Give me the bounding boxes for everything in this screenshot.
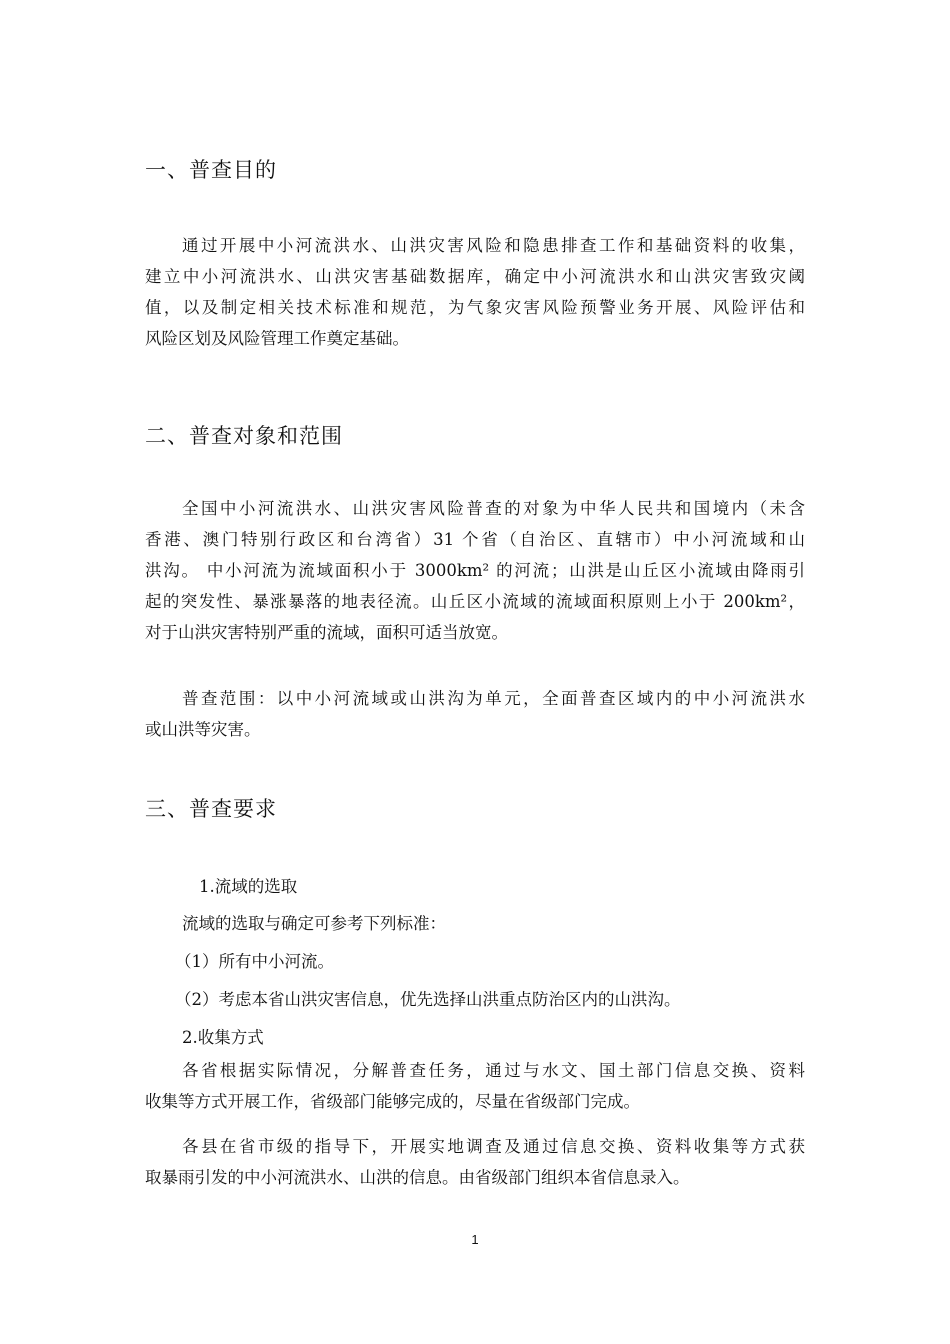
paragraph-line: 全国中小河流洪水、山洪灾害风险普查的对象为中华人民共和国境内（未含 — [182, 499, 805, 518]
basin-selection-item-2: （2）考虑本省山洪灾害信息，优先选择山洪重点防治区内的山洪沟。 — [175, 990, 681, 1009]
section-heading-purpose: 一、普查目的 — [145, 158, 277, 182]
paragraph-line: 普查范围：以中小河流域或山洪沟为单元，全面普查区域内的中小河流洪水 — [182, 689, 805, 708]
paragraph-collection-county — [145, 1131, 805, 1193]
basin-selection-intro: 流域的选取与确定可参考下列标准： — [182, 914, 446, 933]
section-heading-requirements: 三、普查要求 — [145, 797, 277, 821]
paragraph-line: 取暴雨引发的中小河流洪水、山洪的信息。由省级部门组织本省信息录入。 — [145, 1168, 690, 1187]
paragraph-line: 对于山洪灾害特别严重的流域，面积可适当放宽。 — [145, 623, 508, 642]
paragraph-scope-objects — [145, 493, 805, 648]
section-heading-scope: 二、普查对象和范围 — [145, 424, 343, 448]
subsection-title-basin-selection: 1.流域的选取 — [199, 877, 298, 896]
paragraph-line: 通过开展中小河流洪水、山洪灾害风险和隐患排查工作和基础资料的收集， — [182, 236, 805, 255]
paragraph-line: 值，以及制定相关技术标准和规范，为气象灾害风险预警业务开展、风险评估和 — [145, 298, 805, 317]
basin-selection-item-1: （1）所有中小河流。 — [175, 952, 334, 971]
subsection-title-collection-method: 2.收集方式 — [182, 1028, 264, 1047]
page-number: 1 — [471, 1232, 479, 1247]
paragraph-line: 起的突发性、暴涨暴落的地表径流。山丘区小流域的流域面积原则上小于 200km²， — [145, 592, 805, 611]
paragraph-purpose — [145, 230, 805, 354]
paragraph-line: 洪沟。 中小河流为流域面积小于 3000km² 的河流；山洪是山丘区小流域由降雨引 — [145, 561, 805, 580]
paragraph-collection-provincial — [145, 1055, 805, 1117]
paragraph-line: 建立中小河流洪水、山洪灾害基础数据库，确定中小河流洪水和山洪灾害致灾阈 — [145, 267, 805, 286]
paragraph-line: 各县在省市级的指导下，开展实地调查及通过信息交换、资料收集等方式获 — [182, 1137, 805, 1156]
paragraph-line: 收集等方式开展工作，省级部门能够完成的，尽量在省级部门完成。 — [145, 1092, 640, 1111]
paragraph-line: 香港、澳门特别行政区和台湾省）31 个省（自治区、直辖市）中小河流域和山 — [145, 530, 805, 549]
paragraph-line: 或山洪等灾害。 — [145, 720, 261, 739]
paragraph-line: 各省根据实际情况，分解普查任务，通过与水文、国土部门信息交换、资料 — [182, 1061, 805, 1080]
paragraph-line: 风险区划及风险管理工作奠定基础。 — [145, 329, 409, 348]
paragraph-scope-range — [145, 683, 805, 745]
